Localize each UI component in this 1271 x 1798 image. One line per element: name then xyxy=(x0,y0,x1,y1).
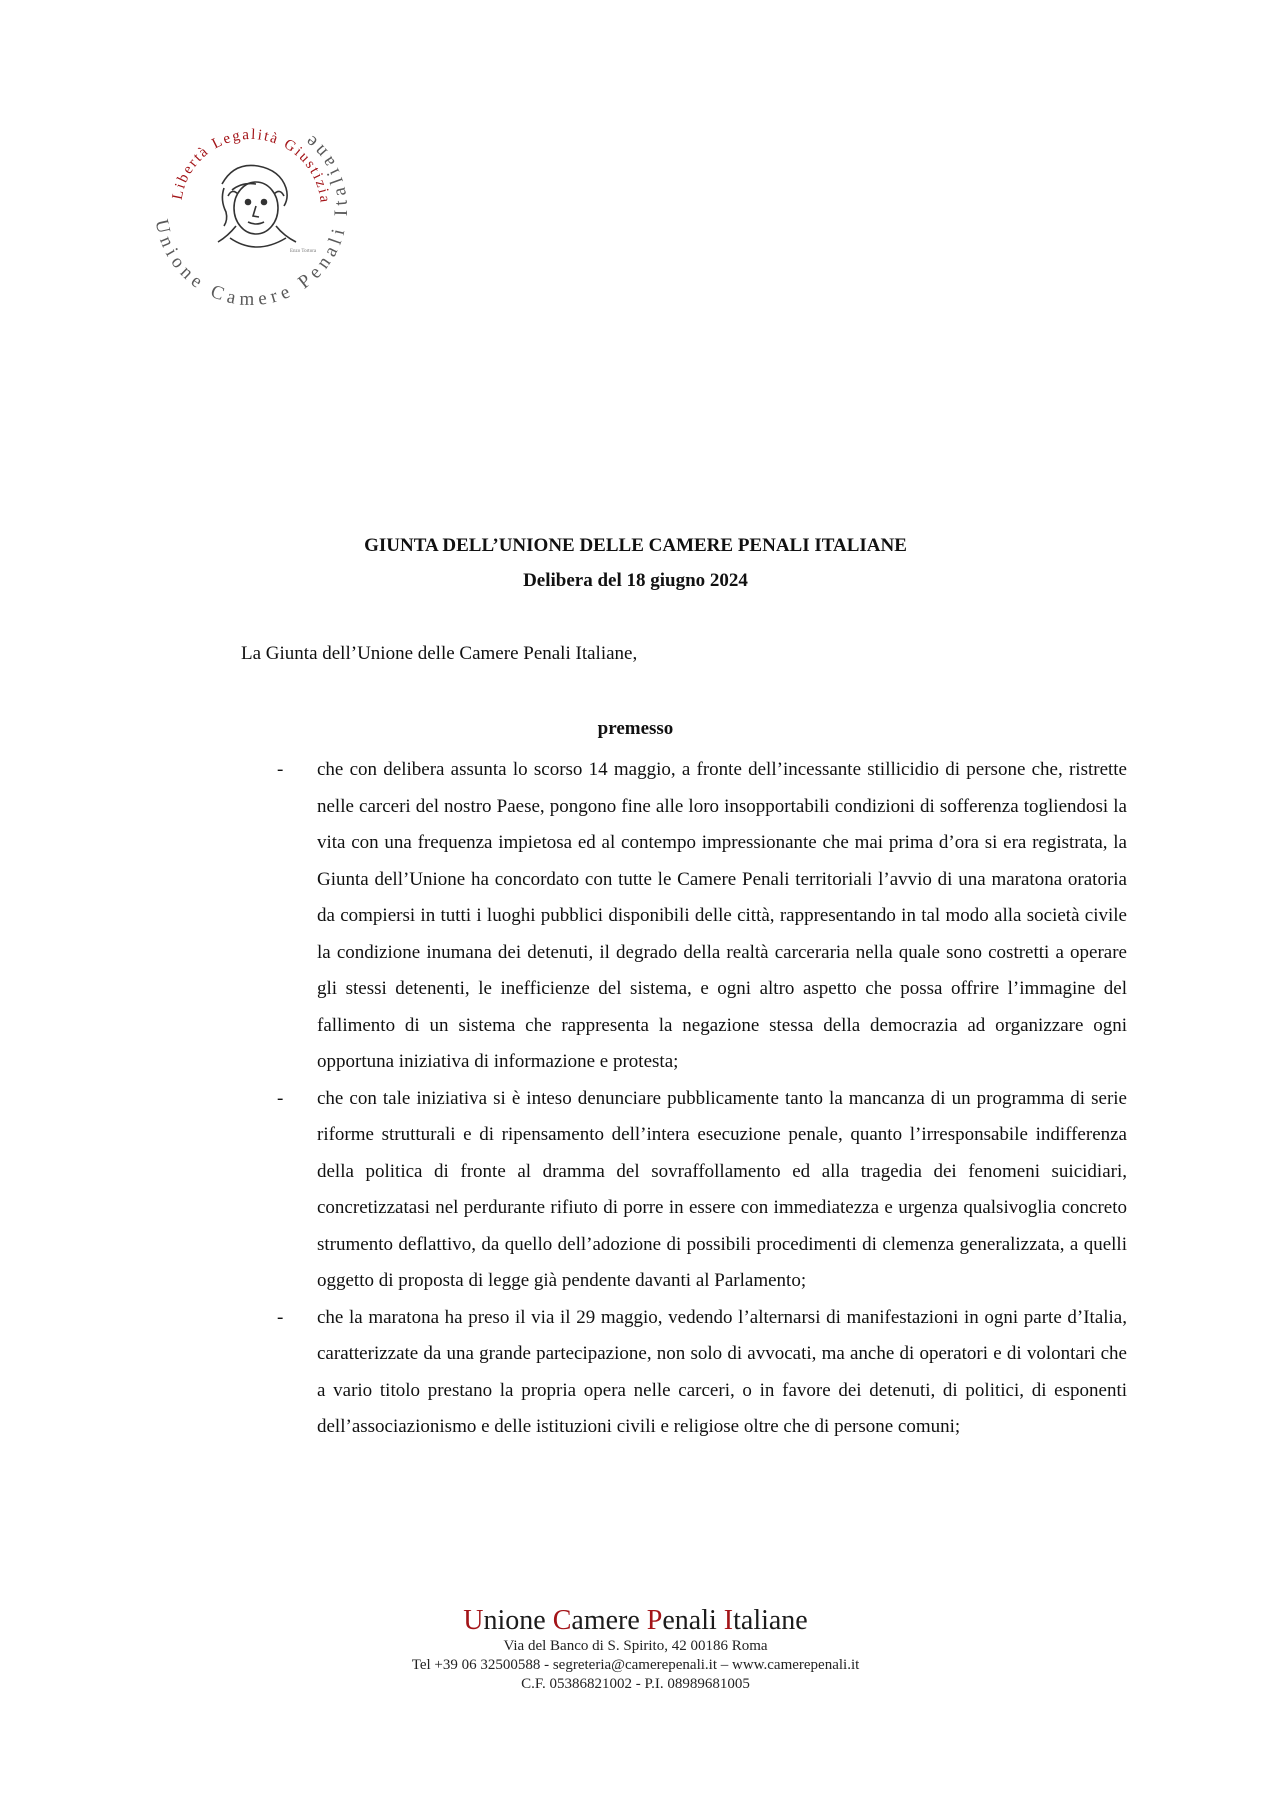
clause-text: che con tale iniziativa si è inteso denunciare pubblicamente tanto la mancanza di un programma di serie riforme strutturali e di ripensamento dell’intera esecuzione penale, quanto l’irresponsabile indifferenza della politica di fronte al dramma del sovraffollamento ed alla tragedia dei fenomeni suicidiari, concretizzatasi nel perdurante rifiuto di porre in essere con immediatezza e urgenza qualsivoglia concreto strumento deflattivo, da quello dell’adozione di possibili procedimenti di clemenza generalizzata, a quelli oggetto di proposta di legge già pendente davanti al Parlamento; xyxy=(317,1087,1127,1291)
footer-initial: C xyxy=(552,1605,572,1636)
document-title: GIUNTA DELL’UNIONE DELLE CAMERE PENALI ITALIANE xyxy=(364,535,907,556)
clause-text: che la maratona ha preso il via il 29 maggio, vedendo l’alternarsi di manifestazioni in ogni parte d’Italia, caratterizzate da una grande partecipazione, non solo di avvocati, ma anche di operatori e di volontari che a vario titolo prestano la propria opera nelle carceri, o in favore dei detenuti, di politici, di esponenti dell’associazionismo e delle istituzioni civili e religiose oltre che di persone comuni; xyxy=(317,1306,1127,1437)
footer-initial: I xyxy=(723,1605,734,1636)
logo-inner-text: Libertà Legalità Giustizia xyxy=(169,126,333,206)
footer-address: Via del Banco di S. Spirito, 42 00186 Roma xyxy=(503,1638,768,1654)
clause-list xyxy=(277,752,1127,1446)
document-subtitle: Delibera del 18 giugno 2024 xyxy=(523,570,748,591)
logo-seal xyxy=(140,98,362,320)
clause-item xyxy=(277,752,1127,1081)
intro-line: La Giunta dell’Unione delle Camere Penali Italiane, xyxy=(241,643,638,664)
clause-item xyxy=(277,1081,1127,1300)
footer-fiscal-codes: C.F. 05386821002 - P.I. 08989681005 xyxy=(521,1676,750,1692)
bullet-dash: - xyxy=(277,1087,284,1109)
footer-contacts: Tel +39 06 32500588 - segreteria@camerepenali.it – www.camerepenali.it xyxy=(411,1657,860,1673)
clause-item xyxy=(277,1300,1127,1446)
portrait-icon xyxy=(218,165,296,247)
section-heading: premesso xyxy=(597,718,674,739)
organization-logo xyxy=(140,98,362,320)
footer-word: amere xyxy=(571,1605,647,1636)
footer-organization-name xyxy=(0,1605,1271,1637)
footer-initial: P xyxy=(646,1605,663,1636)
footer-initial: U xyxy=(463,1605,484,1636)
logo-outer-text: Unione Camere Penali Italiane xyxy=(150,127,353,311)
bullet-dash: - xyxy=(277,759,284,780)
footer-word: taliane xyxy=(733,1605,808,1636)
letterhead-footer xyxy=(0,1605,1271,1694)
portrait-caption: Enzo Tortora xyxy=(290,249,317,254)
bullet-dash: - xyxy=(277,1306,284,1328)
clause-text: che con delibera assunta lo scorso 14 maggio, a fronte dell’incessante stillicidio di persone che, ristrette nelle carceri del nostro Paese, pongono fine alle loro insopportabili condizioni di sofferenza togliendosi la vita con una frequenza impietosa ed al contempo impressionante che mai prima d’ora si era registrata, la Giunta dell’Unione ha concordato con tutte le Camere Penali territoriali l’avvio di una maratona oratoria da compiersi in tutti i luoghi pubblici disponibili delle città, rappresentando in tal modo alla società civile la condizione inumana dei detenuti, il degrado della realtà carceraria nella quale sono costretti a operare gli stessi detenenti, le inefficienze del sistema, e ogni altro aspetto che possa offrire l’immagine del fallimento di un sistema che rappresenta la negazione stessa della democrazia ad organizzare ogni opportuna iniziativa di informazione e protesta; xyxy=(317,759,1127,1072)
footer-word: enali xyxy=(662,1605,724,1636)
footer-word: nione xyxy=(483,1605,553,1636)
